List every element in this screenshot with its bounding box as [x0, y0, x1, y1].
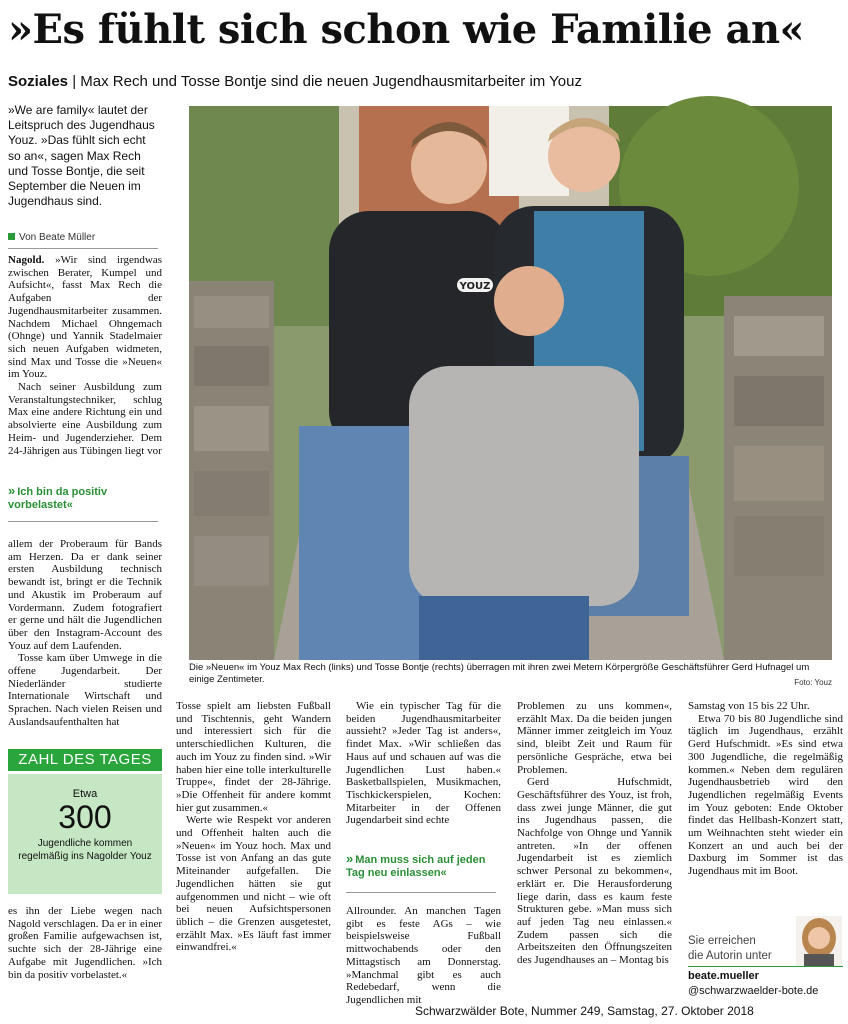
article-column-1b [8, 538, 162, 743]
zahl-des-tages-title: ZAHL DES TAGES [8, 749, 162, 771]
col3-paragraph-1: Wie ein typischer Tag für die beiden Jugendhausmitarbeiter aussieht? »Jeder Tag ist anders«, findet Max. »Wir schließen das Haus auf und schauen auf was die Jugendlichen Lust haben.« Basketballspielen, Musikmachen, Tischkickerspielen, Kochen: Mitarbeiter in der Offenen Jugendarbeit sind echte [346, 700, 501, 827]
article-column-4 [517, 700, 672, 995]
zdt-number: 300 [58, 799, 112, 835]
article-column-2 [176, 700, 331, 995]
col5-paragraph-1: Samstag von 15 bis 22 Uhr. [688, 700, 810, 712]
byline-text: Von Beate Müller [19, 232, 96, 243]
col5-paragraph-2: Etwa 70 bis 80 Jugendliche sind täglich im Jugendhaus, erzählt Gerd Hufschmidt. »Es sind etwa 300 Jugendliche, die regelmäßig kommen.« Neben dem regulären Jugendhausbetrieb wird den Jugendlichen regelmäßig Events im Youz geboten: Ende Oktober findet das Hellbash-Konzert statt, um Weihnachten steht wieder ein Konzert an und auch bei der Daxburg im Sommer ist das Jugendhaus mit im Boot. [688, 712, 843, 878]
col1-paragraph-1: »Wir sind irgendwas zwischen Berater, Kumpel und Aufsicht«, fasst Max Rech die Aufgaben der Jugendhausmitarbeiter zusammen. Nachdem Michael Ohngemach (Ohnge) und Yannik Stadelmaier sich neuen Aufgaben widmeten, sind Max und Tosse die »Neuen« im Youz. [8, 254, 162, 381]
chevron-right-icon: » [8, 483, 16, 498]
photo-caption: Die »Neuen« im Youz Max Rech (links) und Tosse Bontje (rechts) überragen mit ihren zwei Metern Körpergröße Geschäftsführer Gerd Hufnagel um einige Zentimeter. [189, 662, 810, 685]
email-domain: @schwarzwaelder-bote.de [688, 985, 819, 997]
zahl-des-tages-box [8, 774, 162, 894]
col2-paragraph-1: Tosse spielt am liebsten Fußball und Tischtennis, geht Wandern und interessiert sich für die unterschiedlichen Kulturen, die auch im Youz zu finden sind. »Wir haben hier eine tolle interkulturelle Truppe«, findet der 28-Jährige. »Die Offenheit für andere kommt hier gut zusammen.« [176, 700, 331, 814]
contact-line-2: die Autorin unter [688, 950, 772, 962]
subline-separator: | [68, 73, 81, 90]
contact-divider [688, 966, 843, 967]
subline [8, 72, 842, 92]
headline: »Es fühlt sich schon wie Familie an« [8, 6, 805, 53]
col4-paragraph-2: Gerd Hufschmidt, Geschäftsführer des Youz, ist froh, dass zwei junge Männer, die gut ins Jugendhaus passen, die Nachfolge von Ohnge und Yannik antreten. »In der offenen Jugendarbeit ist es ziemlich schwer Personal zu bekommen«, erklärt er. Die Herausforderung liege darin, dass es kaum feste Strukturen gebe. »Man muss sich auf jeden Tag neu einlassen.« Zudem passen sich die Arbeitszeiten den Öffnungszeiten des Jugendhauses an – Montag bis [517, 776, 672, 967]
subline-text: Max Rech und Tosse Bontje sind die neuen Jugendhausmitarbeiter im Youz [80, 73, 582, 90]
zdt-text: Jugendliche kommen regelmäßig ins Nagolder Youz [18, 838, 152, 862]
article-column-1c [8, 905, 162, 995]
section-label: Soziales [8, 73, 69, 90]
intro-divider [8, 248, 158, 249]
col4-paragraph-1: Problemen zu uns kommen«, erzählt Max. Da die beiden jungen Männer immer zeitgleich im Youz sind, bleibt Zeit und Raum für persönliche Gespräche, etwa bei Problemen. [517, 700, 672, 776]
article-column-3b [346, 905, 501, 1006]
chevron-right-icon-2: » [346, 851, 354, 866]
col1-paragraph-2: Nach seiner Ausbildung zum Veranstaltungstechniker, schlug Max eine andere Richtung ein und absolvierte eine Ausbildung zum Heim- und Jugenderzieher. Dem 24-Jährigen aus Tübingen liegt vor [8, 381, 162, 457]
contact-line-1: Sie erreichen [688, 935, 756, 947]
subhead-divider [8, 521, 158, 522]
col2-paragraph-2: Werte wie Respekt vor anderen und Offenheit halten auch die »Neuen« im Youz hoch. Max und Tosse ist von Anfang an das gute Miteinander aufgefallen. Die Jugendlichen hätten sie gut aufgenommen und nicht – wie oft bei neuen Aufsichtspersonen üblich – die Grenzen ausgetestet, erzählt Max. »Es läuft fast immer einwandfrei.« [176, 814, 331, 954]
subhead-1 [8, 484, 158, 512]
col1-paragraph-4: Tosse kam über Umwege in die offene Jugendarbeit. Der Niederländer studierte Internationale Wirtschaft und Sprachen. Nach vielen Reisen und Auslandsaufenthalten hat [8, 652, 162, 728]
subhead-1-text: Ich bin da positiv vorbelastet« [8, 486, 108, 511]
photo-illustration [189, 106, 832, 660]
article-photo [189, 106, 832, 660]
article-column-5 [688, 700, 843, 915]
author-contact [688, 934, 843, 999]
page-footer: Schwarzwälder Bote, Nummer 249, Samstag, 27. Oktober 2018 [415, 1004, 754, 1018]
dateline: Nagold. [8, 254, 45, 266]
author-email[interactable] [688, 969, 843, 999]
article-column-3a [346, 700, 501, 840]
zdt-prefix: Etwa [72, 788, 98, 800]
hoodie-logo: YOUZ [459, 281, 491, 292]
article-column-1a [8, 254, 162, 482]
col1-paragraph-5: es ihn der Liebe wegen nach Nagold verschlagen. Da er in einer großen Familie aufgewachsen ist, suchte sich der 28-Jährige eine Aufgabe mit Jugendlichen. »Ich bin da positiv vorbelastet.« [8, 905, 162, 981]
byline [8, 232, 158, 243]
intro-text: »We are family« lautet der Leitspruch des Jugendhaus Youz. »Das fühlt sich echt so an«, sagen Max Rech und Tosse Bontje, die seit September die Neuen im Jugendhaus sind. [8, 103, 155, 209]
email-user: beate.mueller [688, 970, 759, 982]
subhead-2-divider [346, 892, 496, 893]
subhead-2 [346, 852, 496, 880]
col1-paragraph-3: allem der Proberaum für Bands am Herzen. Da er dank seiner ersten Ausbildung technisch bewandt ist, bringt er die Technik und Akustik im Proberaum auf Vordermann. Zudem fotografiert er gerne und hält die Jugendlichen über den Instagram-Account des Youz auf dem Laufenden. [8, 538, 162, 652]
subhead-2-text: Man muss sich auf jeden Tag neu einlassen« [346, 854, 486, 879]
byline-marker [8, 233, 15, 240]
col3-paragraph-2: Allrounder. An manchen Tagen gibt es feste AGs – wie beispielsweise Fußball mittwochabends oder den Mittagstisch am Donnerstag. »Manchmal gibt es auch Redebedarf, wenn die Jugendlichen mit [346, 905, 501, 1006]
photo-credit: Foto: Youz [794, 678, 832, 687]
